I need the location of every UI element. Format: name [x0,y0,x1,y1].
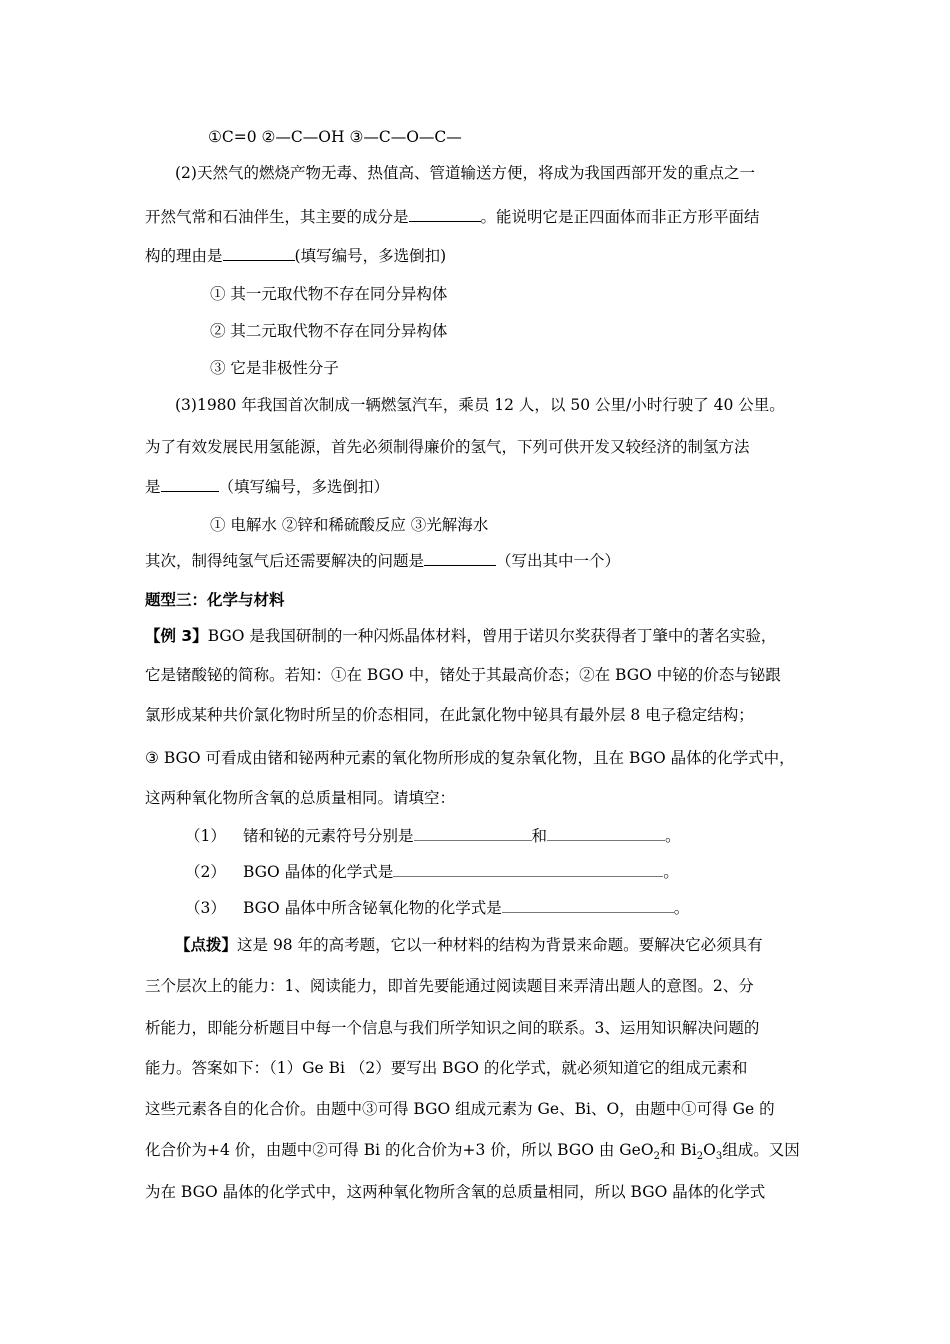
q2-line2-text-b: 。能说明它是正四面体而非正方形平面结 [480,208,760,226]
q2-option-2: ② 其二元取代物不存在同分异构体 [210,322,448,340]
q3-line5-text-a: 其次，制得纯氢气后还需要解决的问题是 [145,552,425,570]
example3-line1 [145,626,776,646]
sub1-number: （1） [185,827,226,845]
sub1-and: 和 [531,827,548,845]
q3-line5-text-b: （写出其中一个） [496,552,621,570]
q2-option-1: ① 其一元取代物不存在同分异构体 [210,285,448,303]
answer-blank[interactable] [223,246,295,261]
hint-line4: 能力。答案如下：（1）Ge Bi （2）要写出 BGO 的化学式，就必须知道它的组成元素和 [145,1059,748,1077]
q2-line1: (2)天然气的燃烧产物无毒、热值高、管道输送方便，将成为我国西部开发的重点之一 [175,164,755,182]
q2-line3-text-a: 构的理由是 [145,247,223,265]
sub1-text: 锗和铋的元素符号分别是 [243,827,414,845]
answer-blank[interactable] [409,207,481,222]
sub1-end: 。 [665,827,681,845]
hint-line6-c: O [703,1141,716,1159]
hint-line6-a: 化合价为+4 价，由题中②可得 Bi 的化合价为+3 价，所以 BGO 由 GeO [145,1141,654,1159]
q2-line2 [145,207,760,227]
example3-sub2 [185,862,679,882]
q3-line3-text-a: 是 [145,478,161,496]
sub2-text: BGO 晶体的化学式是 [243,863,394,881]
sub3-end: 。 [673,899,690,917]
q1-options: ①C=0 ②—C—OH ③—C—O—C— [208,128,462,146]
q3-line3-text-b: （填写编号，多选倒扣） [218,478,390,496]
answer-blank[interactable] [547,828,665,841]
example3-line3: 氯形成某种共价氯化物时所呈的价态相同，在此氯化物中铋具有最外层 8 电子稳定结构； [145,706,754,724]
subscript: 2 [653,1151,660,1163]
q3-line3 [145,477,389,497]
q3-line2: 为了有效发展民用氢能源，首先必须制得廉价的氢气，下列可供开发又较经济的制氢方法 [145,438,750,456]
example3-line2: 它是锗酸铋的简称。若知：①在 BGO 中，锗处于其最高价态；②在 BGO 中铋的价态与铋跟 [145,666,781,684]
sub2-number: （2） [185,863,226,881]
hint-line2: 三个层次上的能力：1、阅读能力，即首先要能通过阅读题目来弄清出题人的意图。2、分 [145,977,754,995]
q3-line1: (3)1980 年我国首次制成一辆燃氢汽车，乘员 12 人，以 50 公里/小时行驶了 40 公里。 [175,396,785,414]
subscript: 3 [715,1151,723,1163]
example3-line1-text: BGO 是我国研制的一种闪烁晶体材料，曾用于诺贝尔奖获得者丁肇中的著名实验， [207,627,777,645]
hint-tag: 【点拨】 [175,936,238,954]
subscript: 2 [696,1151,704,1163]
example3-tag: 【例 3】 [145,627,208,645]
example3-sub1 [185,826,681,846]
example3-line4: ③ BGO 可看成由锗和铋两种元素的氧化物所形成的复杂氧化物，且在 BGO 晶体的化学式中， [145,749,795,767]
example3-line5: 这两种氧化物所含氧的总质量相同。请填空： [145,789,456,807]
sub3-text: BGO 晶体中所含铋氧化物的化学式是 [243,899,502,917]
answer-blank[interactable] [502,900,674,913]
q2-line3-text-b: (填写编号，多选倒扣) [294,247,447,265]
q2-option-3: ③ 它是非极性分子 [210,359,339,377]
hint-line6-d: 组成。又因 [722,1141,800,1159]
sub3-number: （3） [185,899,226,917]
section-title: 题型三：化学与材料 [145,591,285,609]
q3-line5 [145,551,620,571]
q2-line3 [145,246,446,266]
hint-line1-text: 这是 98 年的高考题，它以一种材料的结构为背景来命题。要解决它必须具有 [237,936,763,954]
q3-options: ① 电解水 ②锌和稀硫酸反应 ③光解海水 [210,516,489,534]
example3-sub3 [185,898,689,918]
hint-line6-b: 和 Bi [659,1141,697,1159]
sub2-end: 。 [663,863,679,881]
hint-line7: 为在 BGO 晶体的化学式中，这两种氧化物所含氧的总质量相同，所以 BGO 晶体的化学式 [145,1183,766,1201]
hint-line3: 析能力，即能分析题目中每一个信息与我们所学知识之间的联系。3、运用知识解决问题的 [145,1019,760,1037]
hint-line5: 这些元素各自的化合价。由题中③可得 BGO 组成元素为 Ge、Bi、O，由题中①可得 Ge 的 [145,1100,775,1118]
hint-line6 [145,1140,800,1163]
q2-line2-text-a: 开然气常和石油伴生，其主要的成分是 [145,208,409,226]
hint-line1 [175,935,763,955]
answer-blank[interactable] [161,477,219,492]
answer-blank[interactable] [393,864,663,877]
answer-blank[interactable] [414,828,532,841]
answer-blank[interactable] [424,551,496,566]
